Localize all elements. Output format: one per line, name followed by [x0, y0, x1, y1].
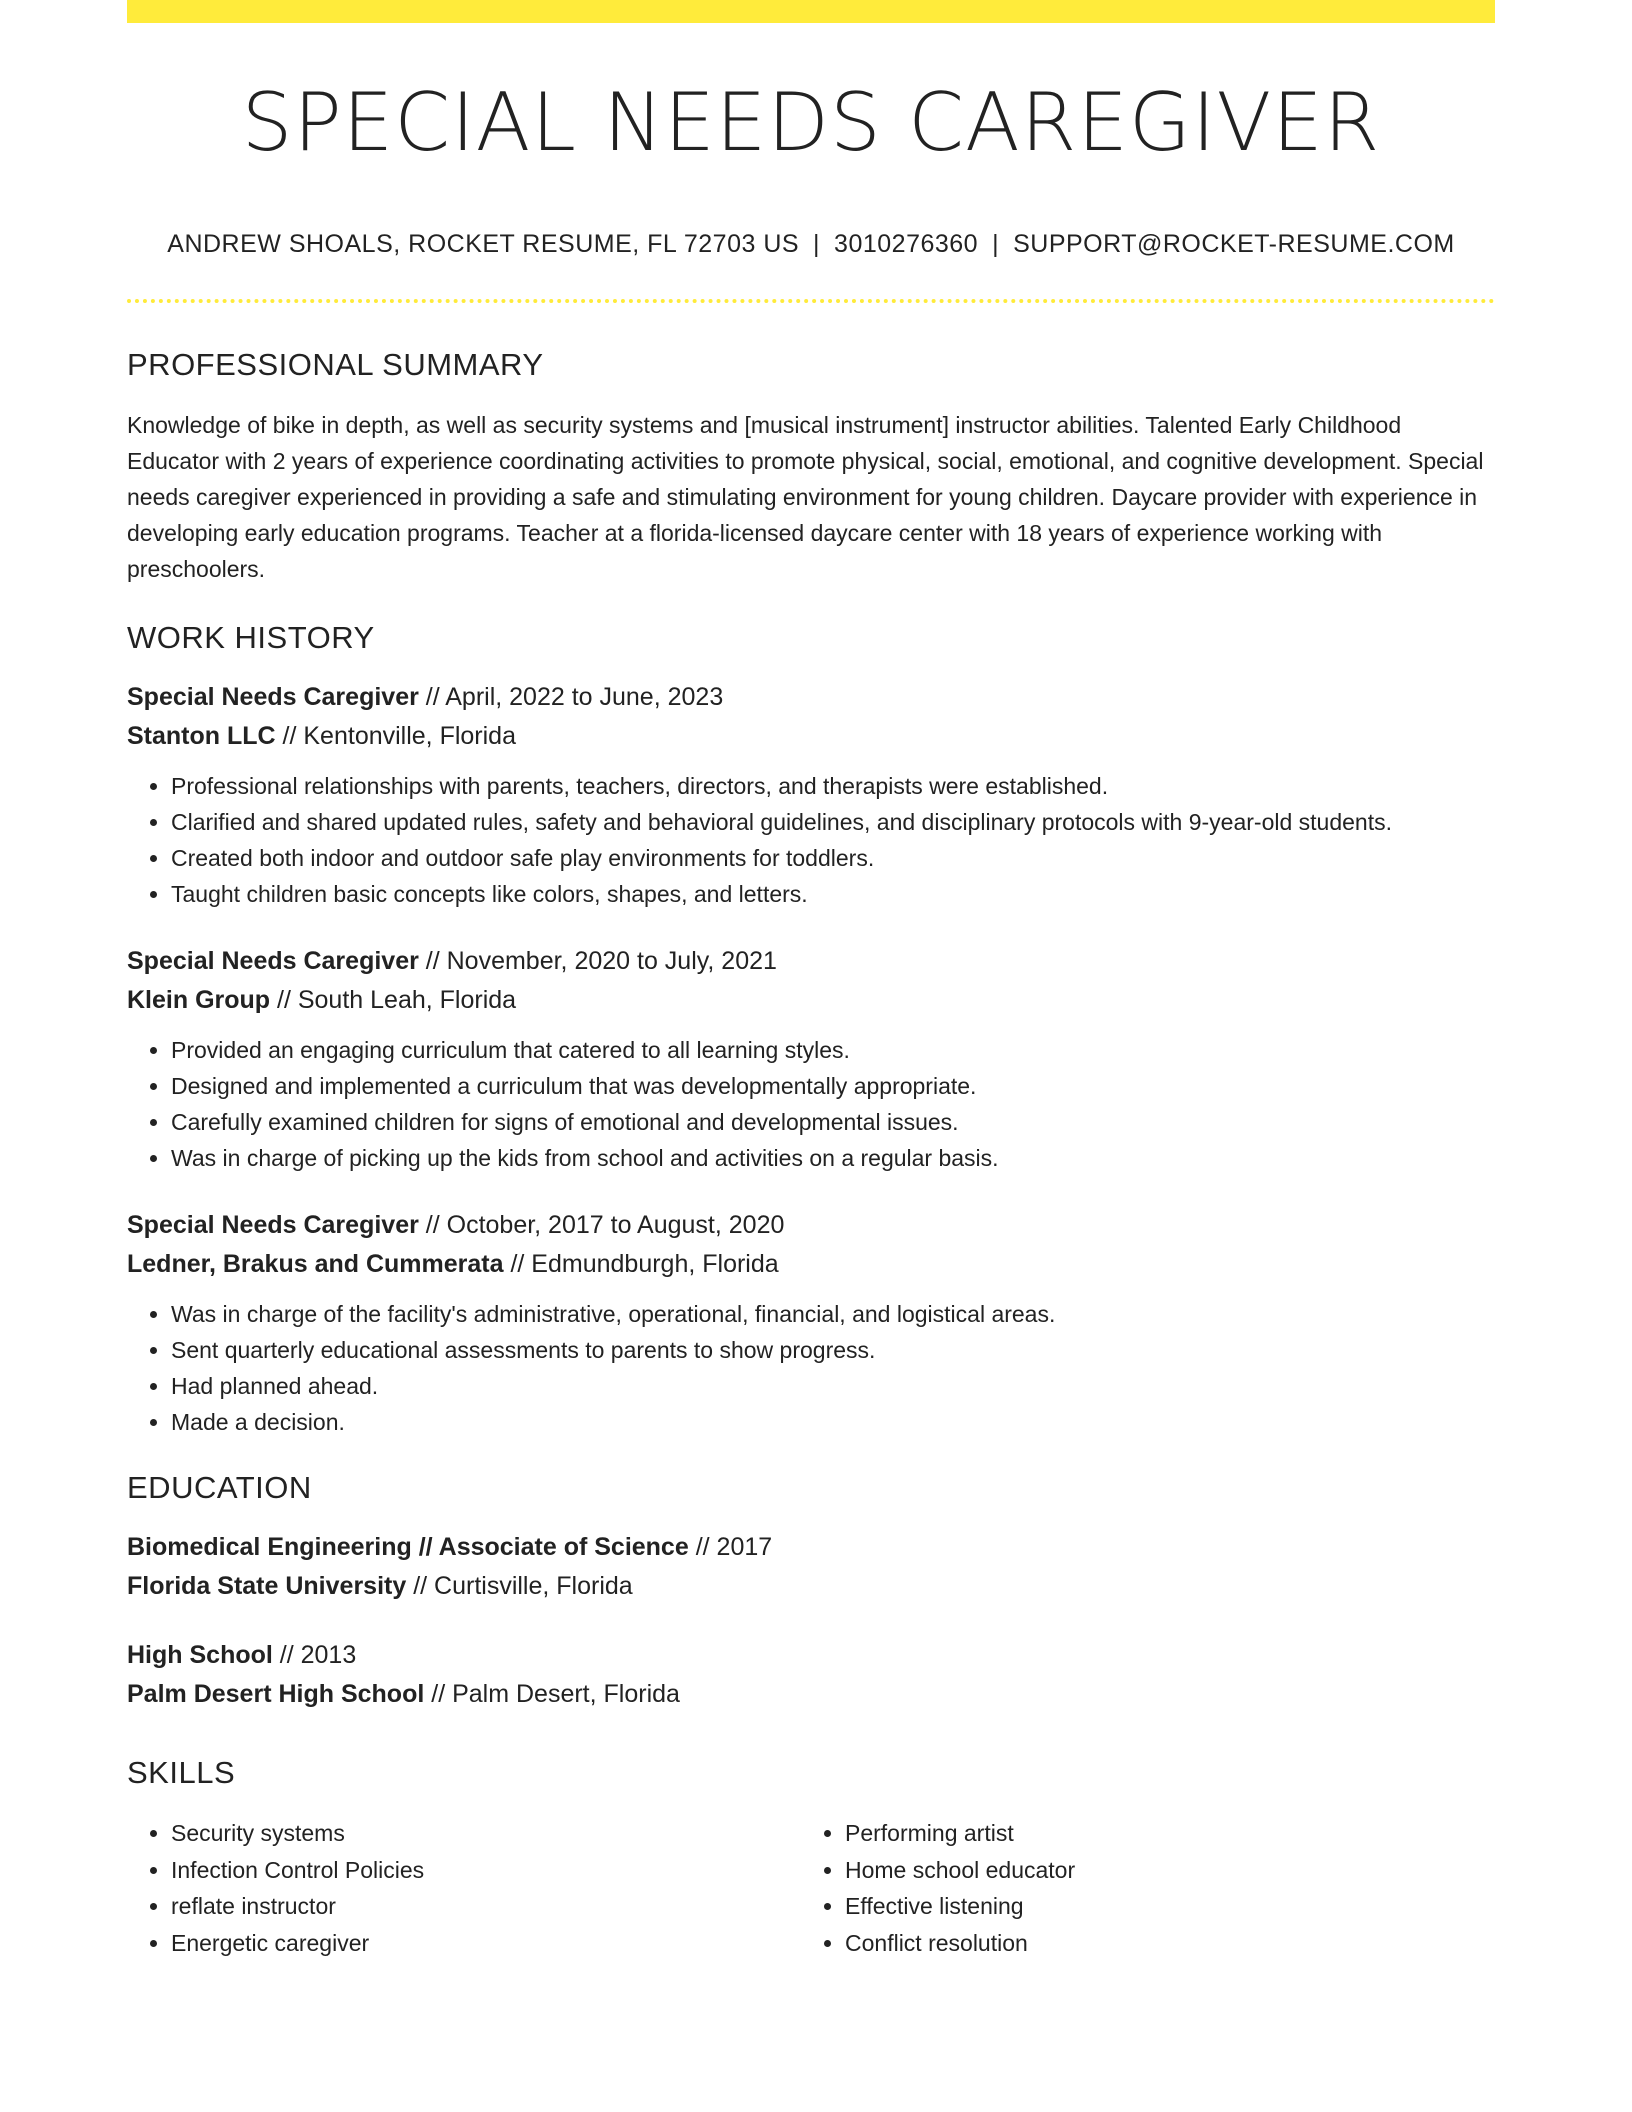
job-company-line: [127, 981, 1495, 1020]
job-bullets: [127, 1032, 1495, 1176]
job-company-line: [127, 717, 1495, 756]
resume-title: SPECIAL NEEDS CAREGIVER: [241, 76, 1381, 169]
education-entry: [127, 1528, 1495, 1606]
education-degree-line: [127, 1636, 1495, 1675]
job-company: Stanton LLC: [127, 722, 276, 750]
contact-email: SUPPORT@ROCKET-RESUME.COM: [1013, 230, 1455, 258]
skills-column-left: [127, 1815, 801, 1961]
contact-separator: |: [813, 230, 821, 258]
job-title: Special Needs Caregiver: [127, 1211, 419, 1239]
job-entry: [127, 1206, 1495, 1440]
job-bullet: • Provided an engaging curriculum that catered to all learning styles.: [171, 1032, 1495, 1068]
education-school-line: [127, 1675, 1495, 1714]
job-bullet: • Professional relationships with parents, teachers, directors, and therapists were established.: [171, 768, 1495, 804]
job-dates: // November, 2020 to July, 2021: [425, 947, 777, 975]
job-bullet: • Sent quarterly educational assessments to parents to show progress.: [171, 1332, 1495, 1368]
top-accent-bar: [127, 0, 1495, 23]
job-title: Special Needs Caregiver: [127, 683, 419, 711]
summary-text: Knowledge of bike in depth, as well as security systems and [musical instrument] instructor abilities. Talented Early Childhood Educator with 2 years of experience coordinating activities to promote physical, social, emotional, and cognitive development. Special needs caregiver experienced in providing a safe and stimulating environment for young children. Daycare provider with experience in developing early education programs. Teacher at a florida-licensed daycare center with 18 years of experience working with preschoolers.: [127, 412, 1484, 582]
job-location: // Edmundburgh, Florida: [510, 1250, 779, 1278]
job-company: Klein Group: [127, 986, 271, 1014]
skill-item: • Security systems: [171, 1815, 801, 1852]
job-bullet: • Made a decision.: [171, 1404, 1495, 1440]
job-bullet: • Clarified and shared updated rules, safety and behavioral guidelines, and disciplinary protocols with 9-year-old students.: [171, 804, 1495, 840]
job-title-line: [127, 1206, 1495, 1245]
job-bullet: • Created both indoor and outdoor safe play environments for toddlers.: [171, 840, 1495, 876]
education-heading: EDUCATION: [127, 1470, 312, 1505]
skill-item: • Performing artist: [845, 1815, 1475, 1852]
education-location: // Curtisville, Florida: [413, 1572, 633, 1600]
education-school-line: [127, 1567, 1495, 1606]
job-bullet: • Had planned ahead.: [171, 1368, 1495, 1404]
skill-item: • Infection Control Policies: [171, 1852, 801, 1889]
contact-address: ANDREW SHOALS, ROCKET RESUME, FL 72703 US: [167, 230, 800, 258]
work-history-heading: WORK HISTORY: [127, 620, 375, 655]
job-bullets: [127, 1296, 1495, 1440]
education-school: Florida State University: [127, 1572, 407, 1600]
skill-item: • reflate instructor: [171, 1888, 801, 1925]
skills-heading: SKILLS: [127, 1755, 236, 1790]
job-title-line: [127, 678, 1495, 717]
job-company-line: [127, 1245, 1495, 1284]
education-year: // 2013: [279, 1641, 357, 1669]
skill-item: • Effective listening: [845, 1888, 1475, 1925]
skill-item: • Conflict resolution: [845, 1925, 1475, 1962]
job-bullets: [127, 768, 1495, 912]
contact-line: [127, 230, 1495, 259]
skills-list: [127, 1815, 1495, 1961]
job-company: Ledner, Brakus and Cummerata: [127, 1250, 504, 1278]
education-degree: Biomedical Engineering // Associate of Science: [127, 1533, 689, 1561]
education-entry: [127, 1636, 1495, 1714]
job-location: // Kentonville, Florida: [282, 722, 516, 750]
job-dates: // October, 2017 to August, 2020: [425, 1211, 785, 1239]
header-divider: [127, 299, 1495, 303]
education-school: Palm Desert High School: [127, 1680, 425, 1708]
education-year: // 2017: [695, 1533, 773, 1561]
education-degree: High School: [127, 1641, 273, 1669]
job-bullet: • Was in charge of picking up the kids from school and activities on a regular basis.: [171, 1140, 1495, 1176]
job-entry: [127, 942, 1495, 1176]
resume-page: [127, 0, 1495, 1961]
job-bullet: • Taught children basic concepts like colors, shapes, and letters.: [171, 876, 1495, 912]
job-bullet: • Carefully examined children for signs of emotional and developmental issues.: [171, 1104, 1495, 1140]
skills-column-right: [801, 1815, 1475, 1961]
job-title-line: [127, 942, 1495, 981]
contact-separator: |: [992, 230, 1000, 258]
skill-item: • Home school educator: [845, 1852, 1475, 1889]
job-title: Special Needs Caregiver: [127, 947, 419, 975]
education-location: // Palm Desert, Florida: [431, 1680, 680, 1708]
summary-heading: PROFESSIONAL SUMMARY: [127, 347, 544, 382]
job-dates: // April, 2022 to June, 2023: [425, 683, 724, 711]
job-bullet: • Was in charge of the facility's administrative, operational, financial, and logistical areas.: [171, 1296, 1495, 1332]
job-location: // South Leah, Florida: [277, 986, 517, 1014]
skill-item: • Energetic caregiver: [171, 1925, 801, 1962]
contact-phone: 3010276360: [834, 230, 979, 258]
education-degree-line: [127, 1528, 1495, 1567]
job-bullet: • Designed and implemented a curriculum that was developmentally appropriate.: [171, 1068, 1495, 1104]
job-entry: [127, 678, 1495, 912]
